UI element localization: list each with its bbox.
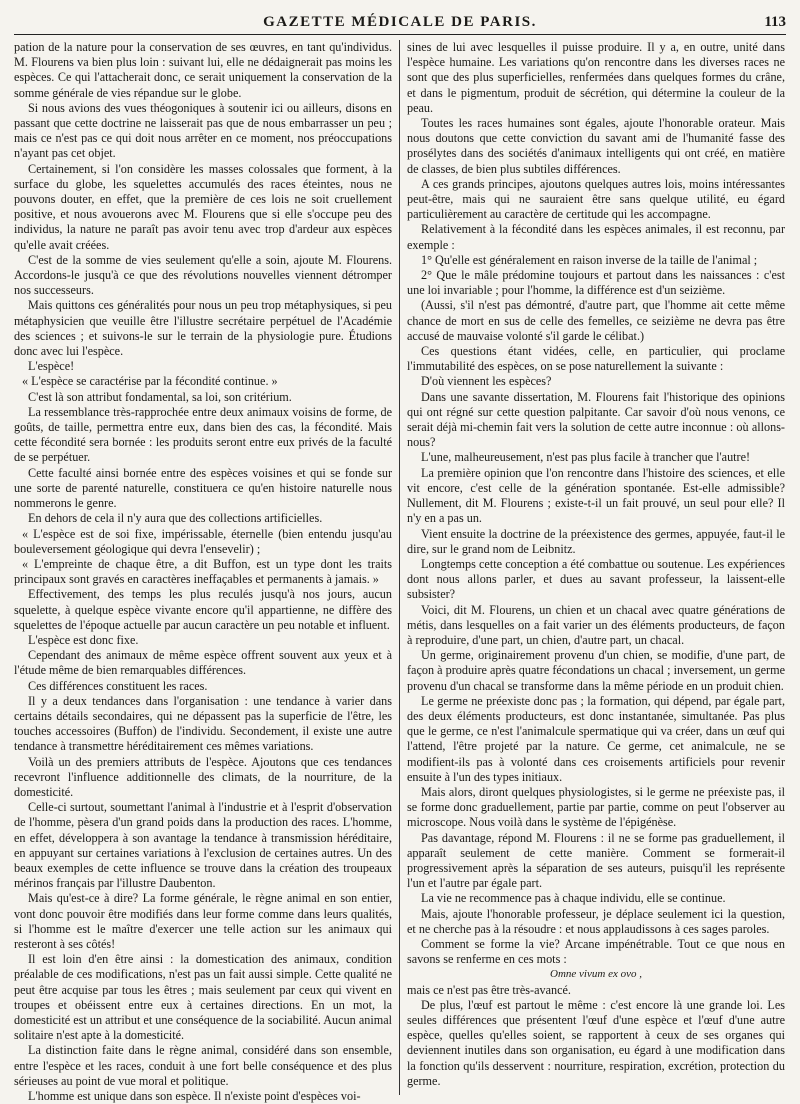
paragraph: Toutes les races humaines sont égales, ajoute l'honorable orateur. Mais nous doutons que cette conviction du savant ami de l'humanité fasse des prosélytes dans des sociétés d'animaux intelligents qui ont créé, en matière de classes, de bien plus subtiles différences. bbox=[407, 116, 785, 176]
paragraph: D'où viennent les espèces? bbox=[421, 374, 552, 389]
paragraph: Celle-ci surtout, soumettant l'animal à l'industrie et à l'esprit d'observation de l'homme, pèsera d'un grand poids dans la production des races. L'homme, en effet, développera à son avantage la tendance à transmission héréditaire, en appuyant sur certaines variations à l'exclusion de certaines autres. Un des beaux exemples de cette influence se trouve dans la création des troupeaux mérinos français par l'illustre Daubenton. bbox=[14, 800, 392, 891]
paragraph: « L'empreinte de chaque être, a dit Buffon, est un type dont les traits principaux sont gravés en caractères ineffaçables et permanents à jamais. » bbox=[14, 556, 392, 587]
paragraph: mais ce n'est pas être très-avancé. bbox=[407, 982, 571, 997]
paragraph: La ressemblance très-rapprochée entre deux animaux voisins de forme, de goûts, de taille, permettra entre eux, dans bien des cas, la fécondité. Mais cette fécondité sera bornée : les produits seront entre eux privés de la faculté de se perpétuer. bbox=[14, 404, 392, 465]
paragraph: « L'espèce se caractérise par la fécondité continue. » bbox=[22, 374, 278, 389]
paragraph: Cependant des animaux de même espèce offrent souvent aux yeux et à l'étude même de bien remarquables différences. bbox=[14, 648, 392, 678]
paragraph: La vie ne recommence pas à chaque individu, elle se continue. bbox=[421, 891, 726, 906]
paragraph: En dehors de cela il n'y aura que des collections artificielles. bbox=[28, 511, 323, 526]
paragraph: Mais, ajoute l'honorable professeur, je déplace seulement ici la question, et ne cherche pas à la résoudre : et nous applaudissons à ces sages paroles. bbox=[407, 906, 785, 936]
paragraph: Certainement, si l'on considère les masses colossales que forment, à la surface du globe, les squelettes accumulés des races éteintes, nous ne pouvons douter, en effet, que la première de ces lois ne soit cruellement positive, et nous avouerons avec M. Flourens que si elle s'occupe peu des individus, la nature ne paraît pas avoir tenu avec trop d'ardeur aux espèces qu'elle avait créées. bbox=[14, 161, 392, 252]
paragraph: Si nous avions des vues théogoniques à soutenir ici ou ailleurs, disons en passant que cette doctrine ne laisserait pas que de nous embarrasser un peu ; mais ce n'est pas ce qui doit nous arrêter en ce moment, nos préoccupations n'ayant pas cet objet. bbox=[14, 100, 392, 161]
latin-maxim: Omne vivum ex ovo , bbox=[550, 968, 642, 981]
paragraph: La distinction faite dans le règne animal, considéré dans son ensemble, entre l'espèce et les races, conduit à une fort belle conséquence et des plus sérieuses au point de vue moral et politique. bbox=[14, 1043, 392, 1088]
paragraph: L'une, malheureusement, n'est pas plus facile à trancher que l'autre! bbox=[421, 450, 751, 465]
paragraph: De plus, l'œuf est partout le même : c'est encore là une grande loi. Les seules différences que présentent l'œuf d'une espèce et l'œuf d'une autre espèce, quelles qu'elles soient, se rapportent à ceux de ses organes qui deviennent inutiles dans son organisation, eu égard à une modification dans la fonction qu'ils desservent : nourriture, respiration, excrétion, protection du germe. bbox=[407, 997, 785, 1088]
paragraph: Vient ensuite la doctrine de la préexistence des germes, appuyée, faut-il le dire, sur le grand nom de Leibnitz. bbox=[407, 526, 785, 556]
paragraph: Ces questions étant vidées, celle, en particulier, qui proclame l'immutabilité des espèces, on se pose naturellement la suivante : bbox=[407, 344, 785, 374]
left-column bbox=[14, 40, 392, 1104]
paragraph: Dans une savante dissertation, M. Flourens fait l'historique des opinions qui ont régné sur cette question palpitante. Car savoir d'où nous venons, ce serait déjà mi-chemin fait vers la solution de cette autre inconnue : où allons-nous? bbox=[407, 389, 785, 450]
paragraph: L'homme est unique dans son espèce. Il n'existe point d'espèces voi- bbox=[28, 1089, 361, 1104]
paragraph: Mais alors, diront quelques physiologistes, si le germe ne préexiste pas, il se forme donc graduellement, partie par partie, comme on peut l'observer au microscope. Nous voilà dans le système de l'épigénèse. bbox=[407, 784, 785, 830]
paragraph: Mais qu'est-ce à dire? La forme générale, le règne animal en son entier, vont donc pouvoir être modifiés dans leur forme comme dans leurs qualités, si l'homme est le maître d'exercer une telle action sur les animaux qui resteront à ses côtés! bbox=[14, 891, 392, 951]
paragraph: Le germe ne préexiste donc pas ; la formation, qui dépend, par égale part, des deux éléments producteurs, est donc instantanée, simultanée. Pas plus que le germe, ce n'est l'animalcule spermatique qui va créer, dans un œuf qui l'attend, l'être projeté par la nature. Ce germe, cet animalcule, ne se modifient-ils pas à volonté dans ces croisements artificiels pour revenir ensuite à l'un des types initiaux. bbox=[407, 693, 785, 784]
paragraph: (Aussi, s'il n'est pas démontré, d'autre part, que l'homme ait cette même chance de mort en sus de celle des femelles, ce seizième ne devra pas être accusé de mauvaise volonté s'il garde le célibat.) bbox=[407, 298, 785, 343]
paragraph: Relativement à la fécondité dans les espèces animales, il est reconnu, par exemple : bbox=[407, 222, 785, 252]
paragraph: Voici, dit M. Flourens, un chien et un chacal avec quatre générations de métis, dans lesquelles on a fait varier un des éléments producteurs, de façon à reproduire, d'une part, un chien, d'autre part, un chacal. bbox=[407, 602, 785, 647]
column-divider bbox=[399, 40, 400, 1095]
page-number: 113 bbox=[764, 14, 786, 30]
paragraph: Pas davantage, répond M. Flourens : il ne se forme pas graduellement, il apparaît seulement de cette manière. Comment se formerait-il progressivement après la séparation de ses auteurs, puisqu'il les représente l'un et l'autre par égale part. bbox=[407, 830, 785, 891]
paragraph: Voilà un des premiers attributs de l'espèce. Ajoutons que ces tendances recevront l'influence additionnelle des climats, de la nourriture, de la domesticité. bbox=[14, 754, 392, 799]
paragraph: Mais quittons ces généralités pour nous un peu trop métaphysiques, si peu métaphysicien que veuille être l'illustre secrétaire perpétuel de l'Académie des sciences ; et suivons-le sur le terrain de la physiologie pure. Étudions donc avec lui l'espèce. bbox=[14, 298, 392, 359]
paragraph: La première opinion que l'on rencontre dans l'histoire des sciences, et elle vit encore, c'est celle de la génération spontanée. Est-elle admissible? Nullement, dit M. Flourens ; existe-t-il un fait prouvé, un seul pour elle? Il n'y en a pas un. bbox=[407, 465, 785, 526]
paragraph: Effectivement, des temps les plus reculés jusqu'à nos jours, aucun squelette, à quelque espèce vivante encore qu'il appartienne, ne diffère des squelettes de l'époque actuelle par aucun caractère un peu notable et influent. bbox=[14, 587, 392, 632]
paragraph: Il y a deux tendances dans l'organisation : une tendance à varier dans certains détails secondaires, qui ne dépassent pas la superficie de l'être, les touches accessoires (Buffon) de l'individu. Secondement, il existe une autre tendance à transmettre héréditairement ces mêmes variations. bbox=[14, 693, 392, 754]
paragraph: 1° Qu'elle est généralement en raison inverse de la taille de l'animal ; bbox=[421, 252, 758, 267]
paragraph: pation de la nature pour la conservation de ses œuvres, en tant qu'individus. M. Flourens va bien plus loin : suivant lui, elle ne dédaignerait pas moins les espèces. Ce qui l'attacherait donc, ce serait uniquement la conservation de la somme générale de vies répandue sur le globe. bbox=[14, 40, 392, 100]
paragraph: A ces grands principes, ajoutons quelques autres lois, moins intéressantes peut-être, mais qui ne sauraient être sans quelque utilité, eu égard particulièrement au caractère de certitude qui les accompagne. bbox=[407, 176, 785, 222]
paragraph: Longtemps cette conception a été combattue ou soutenue. Les expériences dont nous allons parler, et dues au savant professeur, la laissent-elle subsister? bbox=[407, 556, 785, 602]
paragraph: C'est là son attribut fondamental, sa loi, son critérium. bbox=[28, 389, 292, 404]
paragraph: Cette faculté ainsi bornée entre des espèces voisines et qui se fonde sur une sorte de parenté naturelle, constituera ce qu'en histoire naturelle nous nommerons le genre. bbox=[14, 465, 392, 511]
paragraph: L'espèce! bbox=[28, 359, 75, 374]
paragraph: C'est de la somme de vies seulement qu'elle a soin, ajoute M. Flourens. Accordons-le jusqu'à ce que des révolutions nouvelles viennent détromper nos successeurs. bbox=[14, 252, 392, 298]
paragraph: L'espèce est donc fixe. bbox=[28, 632, 139, 647]
paragraph: Comment se forme la vie? Arcane impénétrable. Tout ce que nous en savons se renferme en ces mots : bbox=[407, 936, 785, 967]
paragraph: Un germe, originairement provenu d'un chien, se modifie, d'une part, de façon à produire après quatre fécondations un chacal ; inversement, un germe provenu d'un chacal se transforme dans la même période en un produit chien. bbox=[407, 648, 785, 693]
right-column bbox=[407, 40, 785, 1095]
journal-title: GAZETTE MÉDICALE DE PARIS. bbox=[263, 14, 537, 30]
paragraph: « L'espèce est de soi fixe, impérissable, éternelle (bien entendu jusqu'au bouleversement géologique qui devra l'ensevelir) ; bbox=[14, 526, 392, 556]
paragraph: Il est loin d'en être ainsi : la domestication des animaux, condition préalable de ces modifications, n'est pas un fait aussi simple. Cette qualité ne peut être acquise par tous les êtres ; mais seulement par ceux qui vivent en troupes et obéissent entre eux à certaines directions. En un mot, la domesticité est un attribut et une conséquence de la sociabilité. Aucun animal solitaire n'est apte à la domesticité. bbox=[14, 952, 392, 1043]
paragraph: 2° Que le mâle prédomine toujours et partout dans les naissances : c'est une loi invariable ; pour l'homme, la différence est d'un seizième. bbox=[407, 268, 785, 298]
paragraph: sines de lui avec lesquelles il puisse produire. Il y a, en outre, unité dans l'espèce humaine. Les variations qu'on rencontre dans les diverses races ne sont que des plus superficielles, renfermées dans quelques formes du crâne, et dans le pigmentum, produit de sécrétion, qui détermine la couleur de la peau. bbox=[407, 40, 785, 115]
page-header bbox=[14, 12, 786, 35]
paragraph: Ces différences constituent les races. bbox=[28, 678, 208, 693]
